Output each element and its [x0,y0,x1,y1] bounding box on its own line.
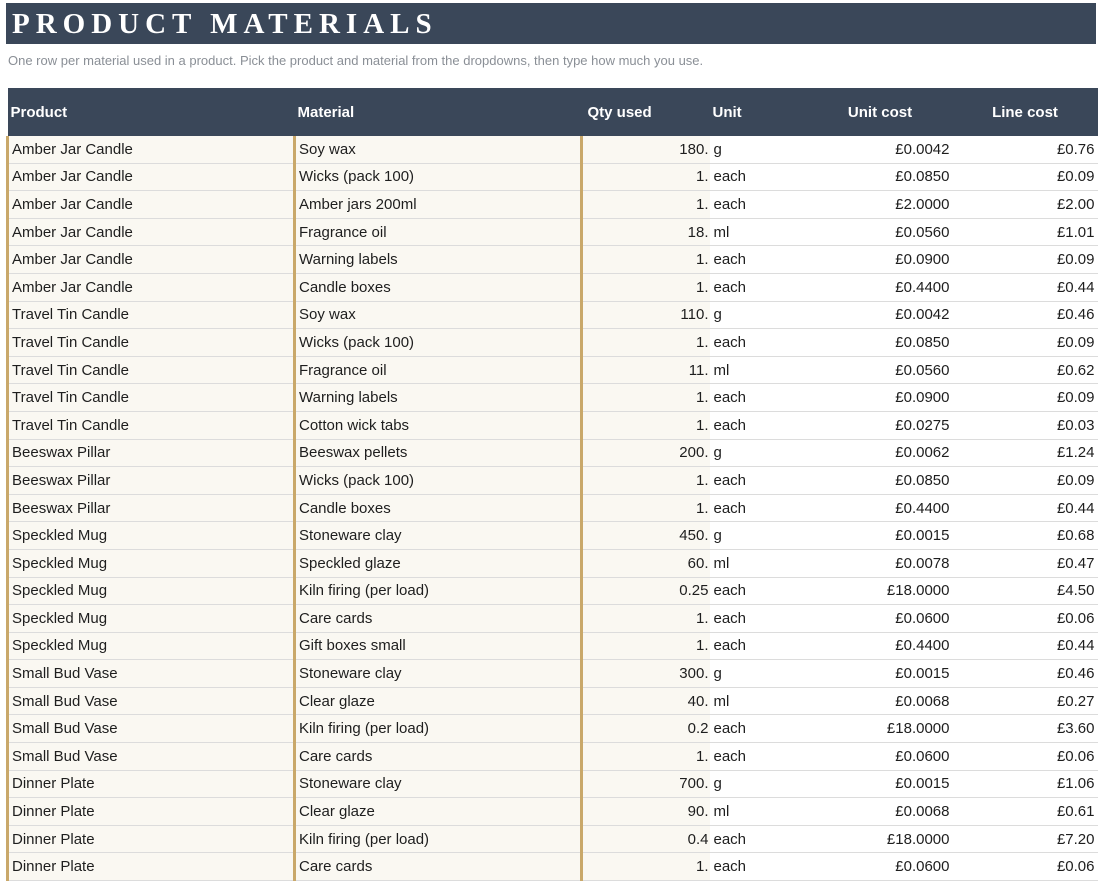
material-cell[interactable]: Candle boxes [295,494,582,522]
unit-cell: ml [710,798,808,826]
table-row [8,743,1098,771]
line-cost-cell: £0.06 [953,743,1098,771]
line-cost-cell: £0.44 [953,494,1098,522]
line-cost-cell: £0.09 [953,163,1098,191]
table-row [8,522,1098,550]
product-cell[interactable]: Small Bud Vase [8,660,295,688]
unit-cost-cell: £0.0900 [808,246,953,274]
line-cost-cell: £0.06 [953,853,1098,881]
line-cost-cell: £0.76 [953,136,1098,163]
line-cost-cell: £0.27 [953,687,1098,715]
unit-cost-cell: £0.0015 [808,660,953,688]
table-row [8,632,1098,660]
unit-cell: each [710,605,808,633]
material-cell[interactable]: Kiln firing (per load) [295,577,582,605]
column-header-product[interactable]: Product [8,88,295,136]
product-cell[interactable]: Dinner Plate [8,770,295,798]
unit-cost-cell: £0.0560 [808,218,953,246]
unit-cost-cell: £0.0068 [808,687,953,715]
qty-cell[interactable]: 1. [582,411,710,439]
material-cell[interactable]: Warning labels [295,246,582,274]
page-title: PRODUCT MATERIALS [12,8,438,40]
table-row [8,356,1098,384]
table-row [8,660,1098,688]
line-cost-cell: £0.46 [953,660,1098,688]
material-cell[interactable]: Candle boxes [295,273,582,301]
material-cell[interactable]: Care cards [295,743,582,771]
unit-cell: each [710,191,808,219]
unit-cost-cell: £0.4400 [808,273,953,301]
table-row [8,246,1098,274]
column-header-unit[interactable]: Unit [710,88,808,136]
table-row [8,273,1098,301]
product-cell[interactable]: Amber Jar Candle [8,163,295,191]
qty-cell[interactable]: 40. [582,687,710,715]
unit-cost-cell: £0.0042 [808,136,953,163]
unit-cell: each [710,411,808,439]
unit-cost-cell: £0.0600 [808,743,953,771]
product-cell[interactable]: Speckled Mug [8,577,295,605]
qty-cell[interactable]: 1. [582,467,710,495]
unit-cell: each [710,329,808,357]
unit-cost-cell: £0.0850 [808,467,953,495]
line-cost-cell: £0.06 [953,605,1098,633]
line-cost-cell: £0.09 [953,246,1098,274]
product-cell[interactable]: Speckled Mug [8,632,295,660]
material-cell[interactable]: Stoneware clay [295,522,582,550]
line-cost-cell: £0.47 [953,549,1098,577]
unit-cell: each [710,246,808,274]
unit-cell: g [710,301,808,329]
qty-cell[interactable]: 90. [582,798,710,826]
qty-cell[interactable]: 300. [582,660,710,688]
table-row [8,439,1098,467]
material-cell[interactable]: Kiln firing (per load) [295,825,582,853]
qty-cell[interactable]: 1. [582,632,710,660]
unit-cell: each [710,384,808,412]
line-cost-cell: £2.00 [953,191,1098,219]
unit-cost-cell: £18.0000 [808,715,953,743]
unit-cell: each [710,494,808,522]
column-header-material[interactable]: Material [295,88,582,136]
qty-cell[interactable]: 1. [582,494,710,522]
product-cell[interactable]: Amber Jar Candle [8,191,295,219]
qty-cell[interactable]: 180. [582,136,710,163]
material-cell[interactable]: Cotton wick tabs [295,411,582,439]
product-cell[interactable]: Beeswax Pillar [8,494,295,522]
table-row [8,577,1098,605]
qty-cell[interactable]: 110. [582,301,710,329]
column-header-qty[interactable]: Qty used [582,88,710,136]
table-row [8,687,1098,715]
table-row [8,770,1098,798]
line-cost-cell: £0.68 [953,522,1098,550]
table-row [8,163,1098,191]
unit-cell: each [710,825,808,853]
qty-cell[interactable]: 1. [582,246,710,274]
line-cost-cell: £0.44 [953,632,1098,660]
material-cell[interactable]: Warning labels [295,384,582,412]
unit-cell: g [710,136,808,163]
product-cell[interactable]: Travel Tin Candle [8,356,295,384]
unit-cell: each [710,632,808,660]
product-cell[interactable]: Speckled Mug [8,549,295,577]
unit-cost-cell: £0.0078 [808,549,953,577]
unit-cost-cell: £0.0068 [808,798,953,826]
table-row [8,301,1098,329]
column-header-unit-cost[interactable]: Unit cost [808,88,953,136]
product-cell[interactable]: Small Bud Vase [8,743,295,771]
line-cost-cell: £0.09 [953,467,1098,495]
unit-cell: g [710,439,808,467]
line-cost-cell: £0.44 [953,273,1098,301]
material-cell[interactable]: Soy wax [295,136,582,163]
table-row [8,467,1098,495]
table-row [8,825,1098,853]
unit-cell: each [710,853,808,881]
line-cost-cell: £0.61 [953,798,1098,826]
product-cell[interactable]: Dinner Plate [8,853,295,881]
product-cell[interactable]: Speckled Mug [8,522,295,550]
unit-cell: ml [710,218,808,246]
unit-cost-cell: £0.0600 [808,853,953,881]
product-cell[interactable]: Amber Jar Candle [8,218,295,246]
qty-cell[interactable]: 200. [582,439,710,467]
table-row [8,191,1098,219]
qty-cell[interactable]: 0.2 [582,715,710,743]
page-subtitle: One row per material used in a product. Pick the product and material from the dropdowns, then type how much you use. [8,53,704,68]
material-cell[interactable]: Care cards [295,853,582,881]
unit-cost-cell: £0.0062 [808,439,953,467]
product-cell[interactable]: Travel Tin Candle [8,329,295,357]
material-cell[interactable]: Speckled glaze [295,549,582,577]
header-row [8,88,1098,136]
product-cell[interactable]: Dinner Plate [8,798,295,826]
material-cell[interactable]: Stoneware clay [295,660,582,688]
unit-cost-cell: £0.0600 [808,605,953,633]
line-cost-cell: £0.62 [953,356,1098,384]
qty-cell[interactable]: 450. [582,522,710,550]
unit-cell: each [710,743,808,771]
material-cell[interactable]: Care cards [295,605,582,633]
product-cell[interactable]: Travel Tin Candle [8,411,295,439]
unit-cell: each [710,273,808,301]
table-row [8,715,1098,743]
table-row [8,329,1098,357]
unit-cell: ml [710,549,808,577]
unit-cost-cell: £0.0015 [808,522,953,550]
unit-cost-cell: £0.0042 [808,301,953,329]
product-cell[interactable]: Amber Jar Candle [8,246,295,274]
unit-cell: each [710,467,808,495]
product-cell[interactable]: Beeswax Pillar [8,467,295,495]
table-row [8,384,1098,412]
line-cost-cell: £4.50 [953,577,1098,605]
qty-cell[interactable]: 1. [582,853,710,881]
material-cell[interactable]: Wicks (pack 100) [295,329,582,357]
table-row [8,411,1098,439]
unit-cost-cell: £0.0900 [808,384,953,412]
table-row [8,218,1098,246]
product-cell[interactable]: Speckled Mug [8,605,295,633]
material-cell[interactable]: Clear glaze [295,798,582,826]
material-cell[interactable]: Wicks (pack 100) [295,163,582,191]
qty-cell[interactable]: 1. [582,743,710,771]
unit-cost-cell: £0.0560 [808,356,953,384]
material-cell[interactable]: Fragrance oil [295,218,582,246]
line-cost-cell: £1.24 [953,439,1098,467]
table-row [8,605,1098,633]
product-cell[interactable]: Dinner Plate [8,825,295,853]
material-cell[interactable]: Beeswax pellets [295,439,582,467]
unit-cost-cell: £0.0015 [808,770,953,798]
line-cost-cell: £0.09 [953,329,1098,357]
unit-cost-cell: £18.0000 [808,825,953,853]
qty-cell[interactable]: 60. [582,549,710,577]
material-cell[interactable]: Wicks (pack 100) [295,467,582,495]
table-row [8,798,1098,826]
qty-cell[interactable]: 1. [582,163,710,191]
qty-cell[interactable]: 1. [582,329,710,357]
qty-cell[interactable]: 18. [582,218,710,246]
qty-cell[interactable]: 0.25 [582,577,710,605]
product-cell[interactable]: Travel Tin Candle [8,384,295,412]
material-cell[interactable]: Clear glaze [295,687,582,715]
unit-cell: g [710,660,808,688]
unit-cost-cell: £0.0850 [808,163,953,191]
qty-cell[interactable]: 0.4 [582,825,710,853]
unit-cost-cell: £2.0000 [808,191,953,219]
materials-table [6,88,1098,881]
unit-cell: ml [710,687,808,715]
unit-cell: each [710,577,808,605]
product-cell[interactable]: Travel Tin Candle [8,301,295,329]
unit-cell: g [710,522,808,550]
qty-cell[interactable]: 1. [582,273,710,301]
unit-cell: g [710,770,808,798]
unit-cost-cell: £18.0000 [808,577,953,605]
product-cell[interactable]: Amber Jar Candle [8,136,295,163]
column-header-line-cost[interactable]: Line cost [953,88,1098,136]
material-cell[interactable]: Kiln firing (per load) [295,715,582,743]
product-cell[interactable]: Amber Jar Candle [8,273,295,301]
line-cost-cell: £0.09 [953,384,1098,412]
unit-cell: ml [710,356,808,384]
product-cell[interactable]: Small Bud Vase [8,687,295,715]
table-row [8,494,1098,522]
unit-cost-cell: £0.0275 [808,411,953,439]
material-cell[interactable]: Stoneware clay [295,770,582,798]
qty-cell[interactable]: 1. [582,605,710,633]
material-cell[interactable]: Gift boxes small [295,632,582,660]
unit-cost-cell: £0.0850 [808,329,953,357]
material-cell[interactable]: Fragrance oil [295,356,582,384]
line-cost-cell: £3.60 [953,715,1098,743]
line-cost-cell: £0.03 [953,411,1098,439]
unit-cost-cell: £0.4400 [808,632,953,660]
qty-cell[interactable]: 1. [582,384,710,412]
material-cell[interactable]: Soy wax [295,301,582,329]
unit-cost-cell: £0.4400 [808,494,953,522]
title-bar [6,3,1096,44]
unit-cell: each [710,163,808,191]
qty-cell[interactable]: 1. [582,191,710,219]
table-row [8,853,1098,881]
product-cell[interactable]: Small Bud Vase [8,715,295,743]
table-row [8,549,1098,577]
line-cost-cell: £0.46 [953,301,1098,329]
table-row [8,136,1098,163]
line-cost-cell: £1.01 [953,218,1098,246]
material-cell[interactable]: Amber jars 200ml [295,191,582,219]
table-body [8,136,1098,881]
qty-cell[interactable]: 700. [582,770,710,798]
line-cost-cell: £7.20 [953,825,1098,853]
product-cell[interactable]: Beeswax Pillar [8,439,295,467]
unit-cell: each [710,715,808,743]
line-cost-cell: £1.06 [953,770,1098,798]
qty-cell[interactable]: 11. [582,356,710,384]
